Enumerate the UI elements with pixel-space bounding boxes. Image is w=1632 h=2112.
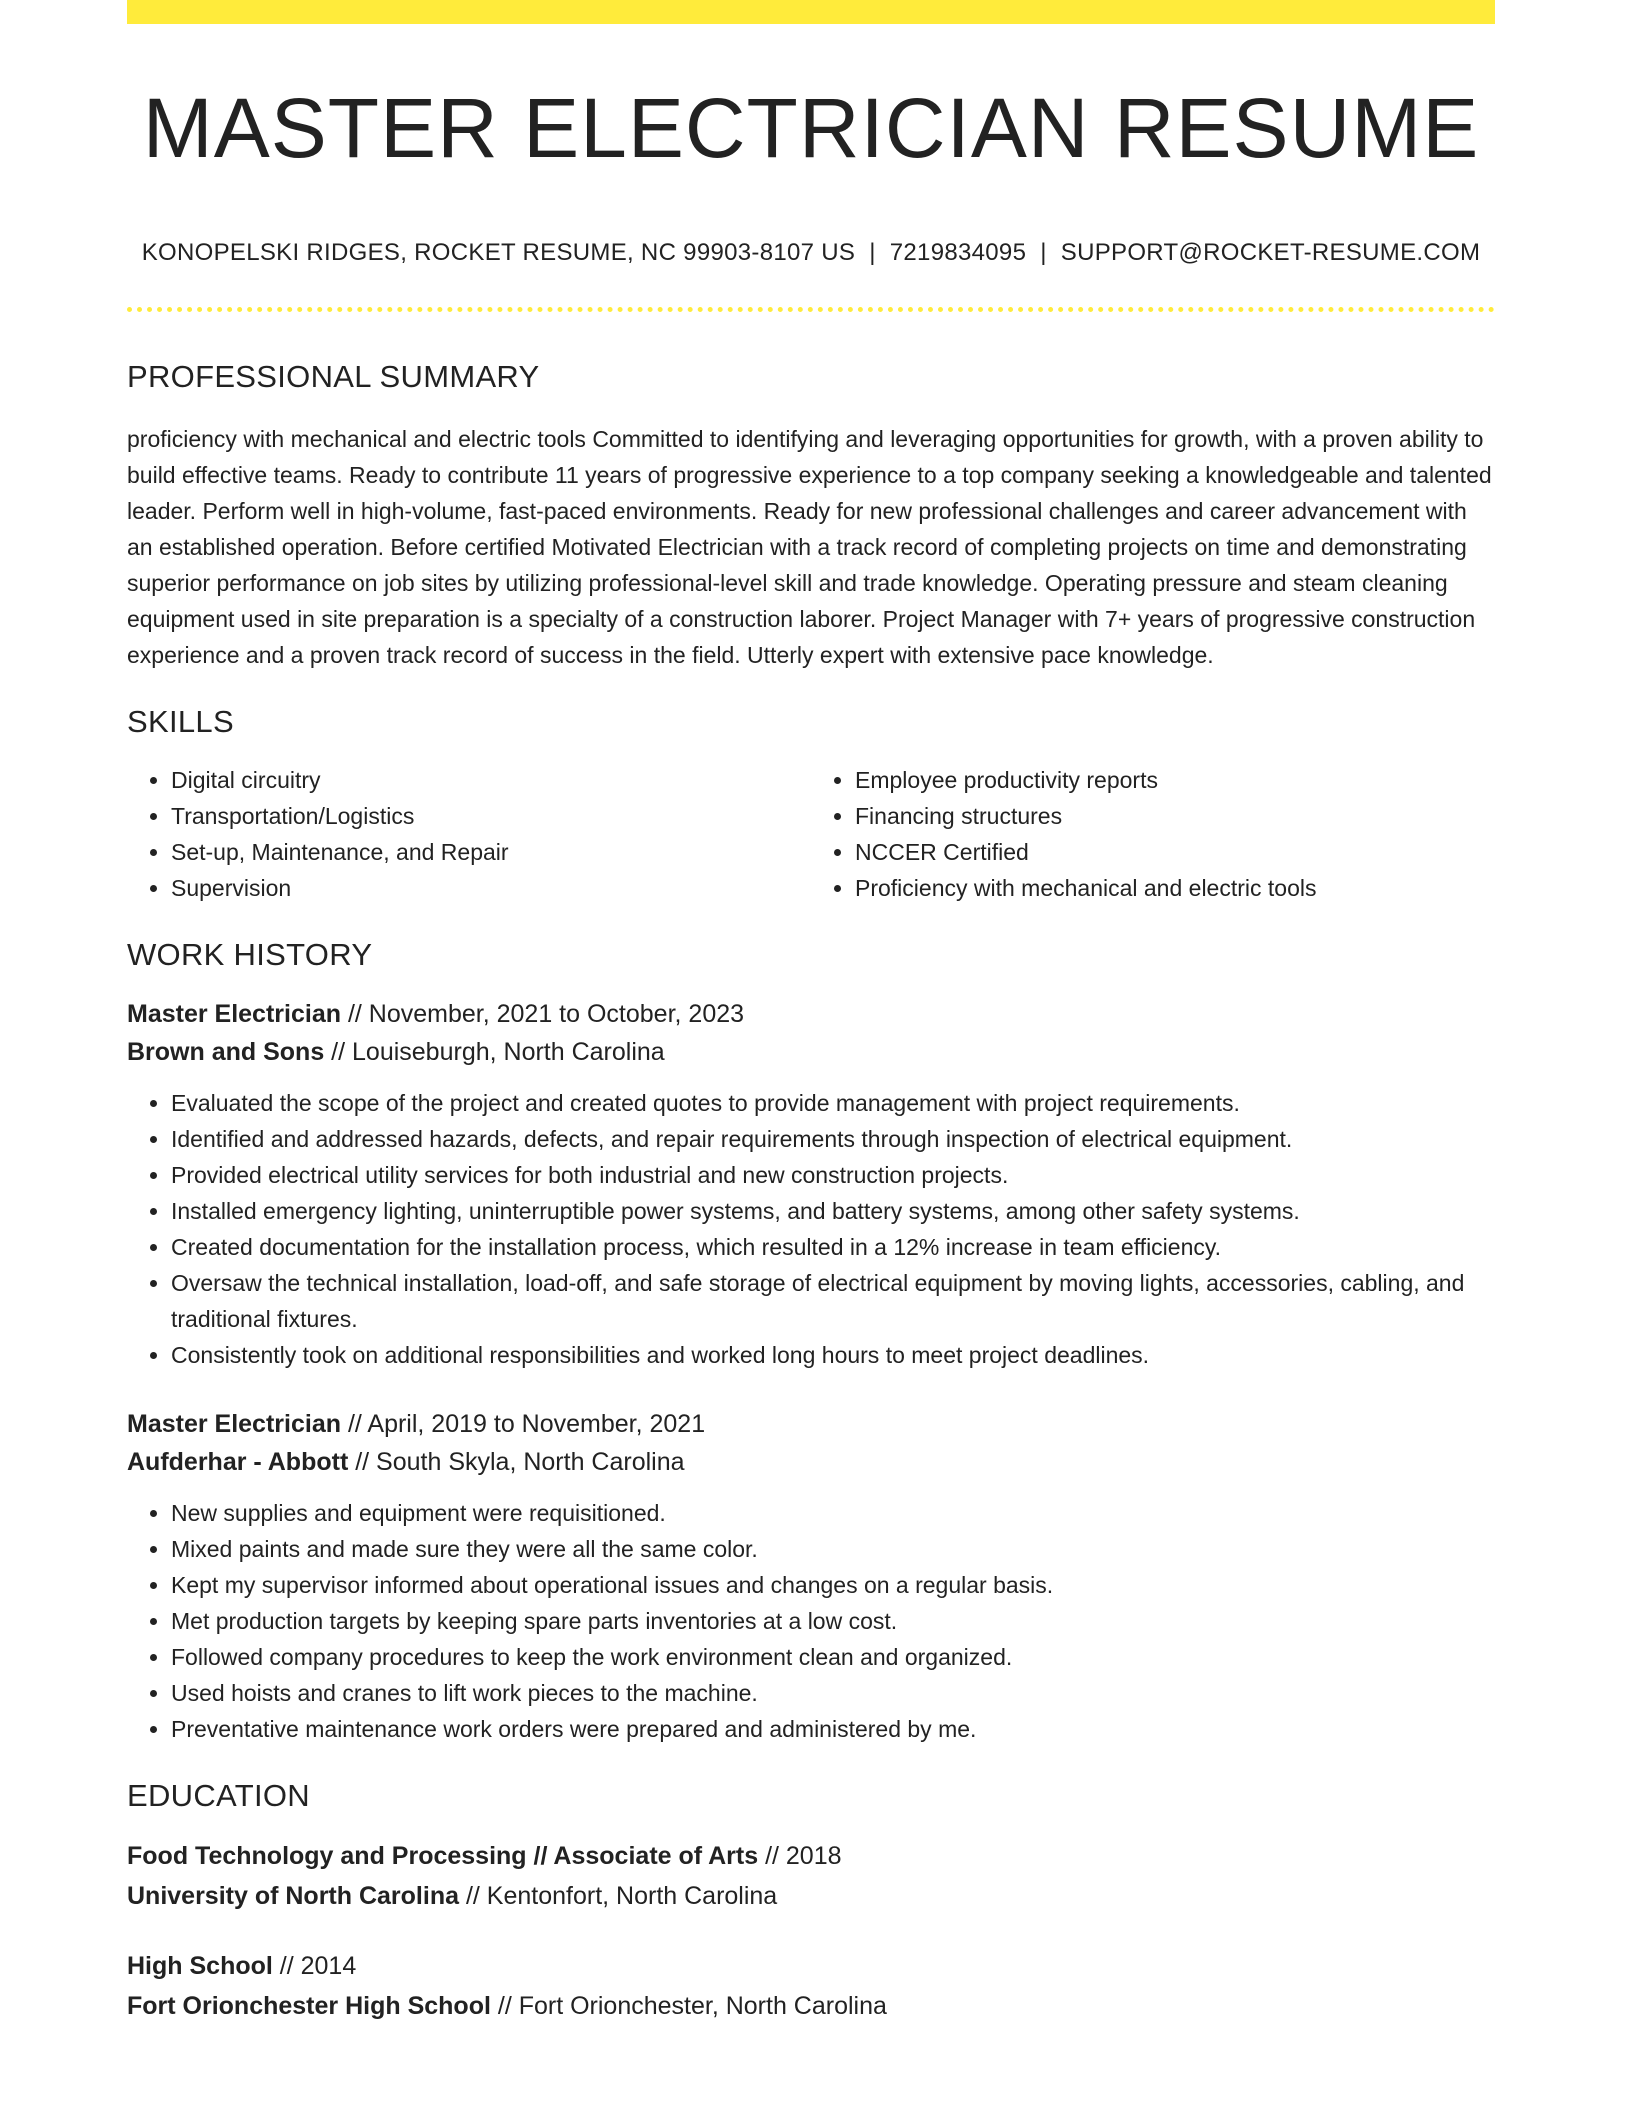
skill-item: • Employee productivity reports — [855, 762, 1495, 798]
job-company: Aufderhar - Abbott — [127, 1448, 349, 1477]
accent-top-bar — [127, 0, 1495, 24]
skills-right-list — [811, 762, 1495, 906]
job-company-line — [127, 1443, 1495, 1481]
education-school: University of North Carolina — [127, 1882, 459, 1911]
contact-separator: | — [869, 238, 876, 266]
job-bullet: • Evaluated the scope of the project and created quotes to provide management with project requirements. — [171, 1085, 1495, 1121]
skills-left-list — [127, 762, 811, 906]
job-location: // South Skyla, North Carolina — [348, 1448, 685, 1477]
job-bullet: • Met production targets by keeping spare parts inventories at a low cost. — [171, 1603, 1495, 1639]
education-degree-line — [127, 1946, 1495, 1986]
job-bullet: • Kept my supervisor informed about operational issues and changes on a regular basis. — [171, 1567, 1495, 1603]
job-header — [127, 1405, 1495, 1481]
job-bullet: • New supplies and equipment were requisitioned. — [171, 1495, 1495, 1531]
skills-heading: SKILLS — [127, 703, 234, 739]
education-entry — [127, 1946, 1495, 2026]
job-dates: // April, 2019 to November, 2021 — [341, 1410, 706, 1439]
job-title: Master Electrician — [127, 1410, 341, 1439]
job-bullet: • Installed emergency lighting, uninterruptible power systems, and battery systems, among other safety systems. — [171, 1193, 1495, 1229]
skills-grid — [127, 762, 1495, 906]
resume-page — [127, 0, 1495, 2026]
work-history-heading: WORK HISTORY — [127, 936, 373, 972]
education-entry — [127, 1836, 1495, 1916]
education-degree: High School — [127, 1952, 273, 1981]
job-title-line — [127, 995, 1495, 1033]
job-bullets — [127, 1085, 1495, 1373]
job-company-line — [127, 1033, 1495, 1071]
education-heading: EDUCATION — [127, 1778, 310, 1814]
contact-email: SUPPORT@ROCKET-RESUME.COM — [1060, 238, 1481, 266]
summary-text: proficiency with mechanical and electric tools Committed to identifying and leveraging opportunities for growth, with a proven ability to build effective teams. Ready to contribute 11 years of progressive experience to a top company seeking a knowledgeable and talented leader. Perform well in high-volume, fast-paced environments. Ready for new professional challenges and career advancement with an established operation. Before certified Motivated Electrician with a track record of completing projects on time and demonstrating superior performance on job sites by utilizing professional-level skill and trade knowledge. Operating pressure and steam cleaning equipment used in site preparation is a specialty of a construction laborer. Project Manager with 7+ years of progressive construction experience and a proven track record of success in the field. Utterly expert with extensive pace knowledge. — [127, 425, 1492, 668]
summary-heading: PROFESSIONAL SUMMARY — [127, 358, 540, 394]
skill-item: • Digital circuitry — [171, 762, 811, 798]
education-degree: Food Technology and Processing // Associate of Arts — [127, 1842, 759, 1871]
skill-item: • Financing structures — [855, 798, 1495, 834]
skill-item: • Set-up, Maintenance, and Repair — [171, 834, 811, 870]
job-title-line — [127, 1405, 1495, 1443]
job-bullet: • Oversaw the technical installation, load-off, and safe storage of electrical equipment by moving lights, accessories, cabling, and traditional fixtures. — [171, 1265, 1495, 1337]
education-school-line — [127, 1876, 1495, 1916]
contact-separator: | — [1040, 238, 1047, 266]
skill-item: • NCCER Certified — [855, 834, 1495, 870]
job-company: Brown and Sons — [127, 1038, 325, 1067]
contact-line — [127, 239, 1495, 267]
education-year: // 2018 — [758, 1842, 842, 1871]
skill-item: • Transportation/Logistics — [171, 798, 811, 834]
job-location: // Louiseburgh, North Carolina — [324, 1038, 665, 1067]
job-header — [127, 995, 1495, 1071]
education-degree-line — [127, 1836, 1495, 1876]
job-bullet: • Used hoists and cranes to lift work pieces to the machine. — [171, 1675, 1495, 1711]
job-bullet: • Provided electrical utility services for both industrial and new construction projects. — [171, 1157, 1495, 1193]
job-dates: // November, 2021 to October, 2023 — [341, 1000, 745, 1029]
dotted-divider — [127, 307, 1495, 312]
education-school-line — [127, 1986, 1495, 2026]
job-bullet: • Preventative maintenance work orders were prepared and administered by me. — [171, 1711, 1495, 1747]
job-bullet: • Created documentation for the installation process, which resulted in a 12% increase in team efficiency. — [171, 1229, 1495, 1265]
job-bullet: • Followed company procedures to keep the work environment clean and organized. — [171, 1639, 1495, 1675]
education-location: // Fort Orionchester, North Carolina — [490, 1992, 887, 2021]
job-bullet: • Identified and addressed hazards, defects, and repair requirements through inspection of electrical equipment. — [171, 1121, 1495, 1157]
education-school: Fort Orionchester High School — [127, 1992, 491, 2021]
resume-title: MASTER ELECTRICIAN RESUME — [142, 81, 1480, 175]
job-bullet: • Mixed paints and made sure they were all the same color. — [171, 1531, 1495, 1567]
job-bullet: • Consistently took on additional responsibilities and worked long hours to meet project deadlines. — [171, 1337, 1495, 1373]
education-year: // 2014 — [272, 1952, 357, 1981]
skill-item: • Supervision — [171, 870, 811, 906]
contact-phone: 7219834095 — [889, 238, 1027, 266]
contact-address: KONOPELSKI RIDGES, ROCKET RESUME, NC 99903-8107 US — [141, 238, 856, 266]
job-title: Master Electrician — [127, 1000, 341, 1029]
skill-item: • Proficiency with mechanical and electric tools — [855, 870, 1495, 906]
job-bullets — [127, 1495, 1495, 1747]
education-location: // Kentonfort, North Carolina — [459, 1882, 778, 1911]
